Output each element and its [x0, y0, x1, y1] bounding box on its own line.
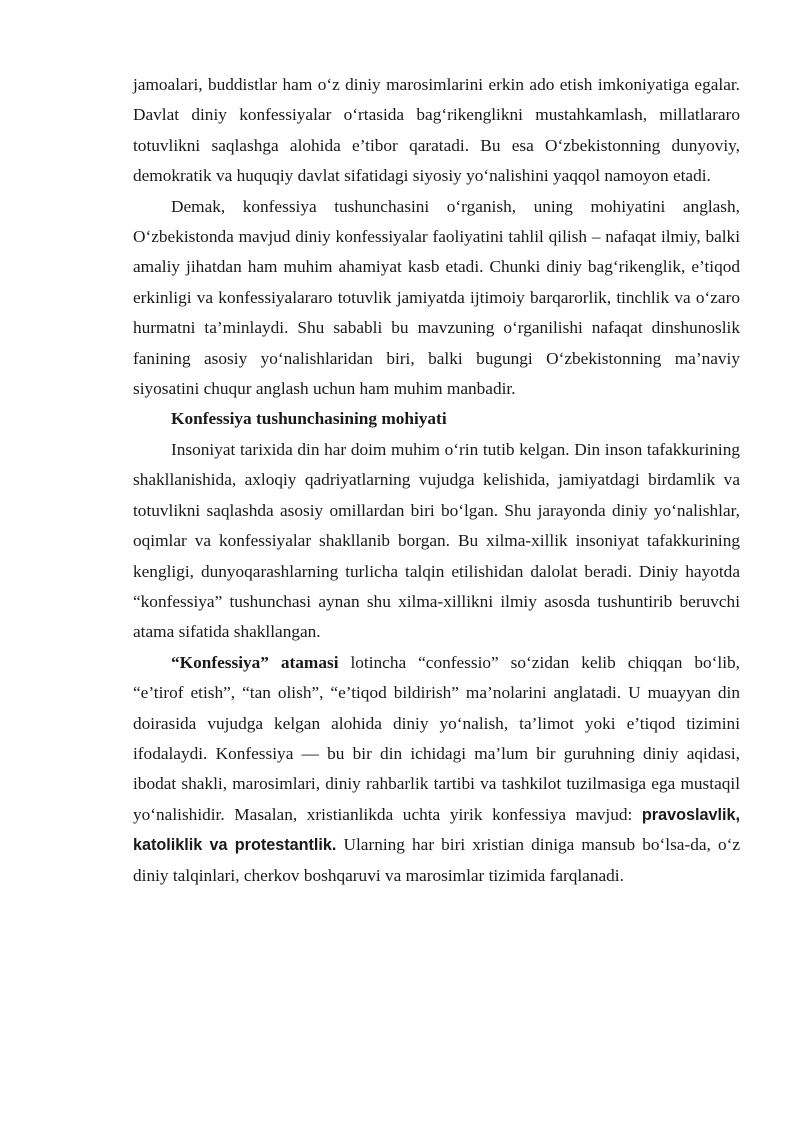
term-bold: “Konfessiya” atamasi	[171, 652, 339, 672]
document-page	[133, 70, 740, 891]
paragraph-history: Insoniyat tarixida din har doim muhim o‘rin tutib kelgan. Din inson tafakkurining shakllanishida, axloqiy qadriyatlarning vujudga kelishida, jamiyatdagi birdamlik va totuvlikni saqlashda asosiy omillardan biri bo‘lgan. Shu jarayonda diniy yo‘nalishlar, oqimlar va konfessiyalar shakllanib borgan. Bu xilma-xillik insoniyat tafakkurining kengligi, dunyoqarashlarning turlicha talqin etilishidan dalolat beradi. Diniy hayotda “konfessiya” tushunchasi aynan shu xilma-xillikni ilmiy asosda tushuntirib beruvchi atama sifatida shakllangan.	[133, 439, 740, 642]
definition-end: Ularning har biri xristian diniga mansub bo‘lsa-da, o‘z diniy talqinlari, cherkov boshqaruvi va marosimlar tizimida farqlanadi.	[133, 835, 741, 885]
paragraph-conclusion: Demak, konfessiya tushunchasini o‘rganish, uning mohiyatini anglash, O‘zbekistonda mavjud diniy konfessiyalar faoliyatini tahlil qilish – nafaqat ilmiy, balki amaliy jihatdan ham muhim ahamiyat kasb etadi. Chunki diniy bag‘rikenglik, e’tiqod erkinligi va konfessiyalararo totuvlik jamiyatda ijtimoiy barqarorlik, tinchlik va o‘zaro hurmatni ta’minlaydi. Shu sababli bu mavzuning o‘rganilishi nafaqat dinshunoslik fanining asosiy yo‘nalishlaridan biri, balki bugungi O‘zbekistonning ma’naviy siyosatini chuqur anglash uchun ham muhim manbadir.	[133, 196, 740, 399]
paragraph-definition	[133, 648, 740, 891]
definition-text: lotincha “confessio” so‘zidan kelib chiqqan bo‘lib, “e’tirof etish”, “tan olish”, “e’tiqod bildirish” ma’nolarini anglatadi. U muayyan din doirasida vujudga kelgan alohida diniy yo‘nalish, ta’limot yoki e’tiqod tizimini ifodalaydi. Konfessiya — bu bir din ichidagi ma’lum bir guruhning diniy aqidasi, ibodat shakli, marosimlari, diniy rahbarlik tartibi va tashkilot tuzilmasiga ega mustaqil yo‘nalishidir. Masalan, xristianlikda uchta yirik konfessiya mavjud:	[133, 652, 740, 824]
section-heading: Konfessiya tushunchasining mohiyati	[171, 409, 447, 429]
confessions-list: pravoslavlik, katoliklik va protestantlik.	[133, 805, 740, 855]
paragraph-continuation: jamoalari, buddistlar ham o‘z diniy marosimlarini erkin ado etish imkoniyatiga egalar. Davlat diniy konfessiyalar o‘rtasida bag‘rikenglikni mustahkamlash, millatlararo totuvlikni saqlashga alohida e’tibor qaratadi. Bu esa O‘zbekistonning dunyoviy, demokratik va huquqiy davlat sifatidagi siyosiy yo‘nalishini yaqqol namoyon etadi.	[133, 75, 740, 186]
